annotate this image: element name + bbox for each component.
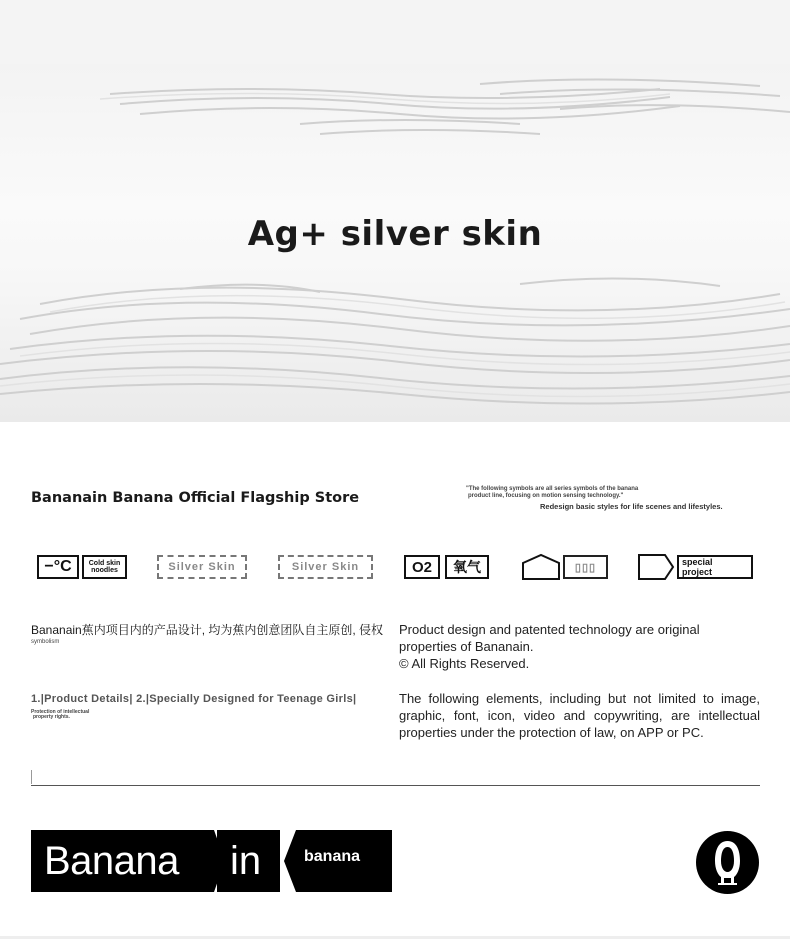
symbols-note-line2: product line, focusing on motion sensing technology." [468,493,624,499]
banana-mascot-icon [696,831,759,894]
special-line1: special [682,557,713,567]
hero-banner [0,64,790,422]
symbol-special [637,553,753,581]
symbolism-note: symbolism [31,639,60,645]
protection-note-line2: property rights. [33,714,70,720]
symbols-note-line1: "The following symbols are all series symbols of the banana [466,486,639,492]
tag-outline-icon [637,553,675,581]
celsius-box: −°C [37,555,79,579]
cold-skin-box [82,555,127,579]
brand-word-banana-small: banana [304,848,361,865]
hero-title: Ag+ silver skin [247,214,543,254]
copyright-en-text: Product design and patented technology are original properties of Bananain. [399,622,700,654]
special-line2: project [682,567,713,577]
ip-text: The following elements, including but not limited to image, graphic, font, icon, video and copywriting, are intellectual properties under the protection of law, on APP or PC. [399,691,760,740]
brand-logo-banana [31,830,213,892]
redesign-note: Redesign basic styles for life scenes and lifestyles. [540,502,723,511]
protection-note-line1: Protection of intellectual [31,709,90,715]
symbol-silver-skin-1 [157,553,247,581]
store-name: Bananain Banana Official Flagship Store [31,490,360,506]
symbol-cold-skin [37,553,127,581]
silver-skin-box-1: Silver Skin [157,555,247,579]
silver-skin-box-2: Silver Skin [278,555,373,579]
symbol-row [0,553,790,583]
brand-logo-banana-small [300,830,392,892]
brand-word-banana: Banana [44,838,179,883]
copyright-rights: © All Rights Reserved. [399,656,530,671]
copyright-en-block [399,621,760,672]
brand-word-in: in [230,838,262,883]
divider-tick [31,770,32,784]
symbol-silver-skin-2 [278,553,373,581]
special-project-box [677,555,753,579]
o2-box: O2 [404,555,440,579]
symbol-oxygen [404,553,489,581]
brand-logo-in [217,830,280,892]
house-outline-icon [521,553,561,581]
cold-skin-line2: noodles [91,567,118,574]
home-box: ▯▯▯ [563,555,608,579]
section-divider [31,785,760,786]
copyright-cn-text: Bananain蕉内项目内的产品设计, 均为蕉内创意团队自主原创, 侵权 [31,623,384,637]
top-band [0,0,790,64]
details-text: 1.|Product Details| 2.|Specially Designed for Teenage Girls| [31,693,357,705]
cold-skin-line1: Cold skin [88,560,121,567]
symbol-home [521,553,608,581]
oxygen-box: 氧气 [445,555,489,579]
